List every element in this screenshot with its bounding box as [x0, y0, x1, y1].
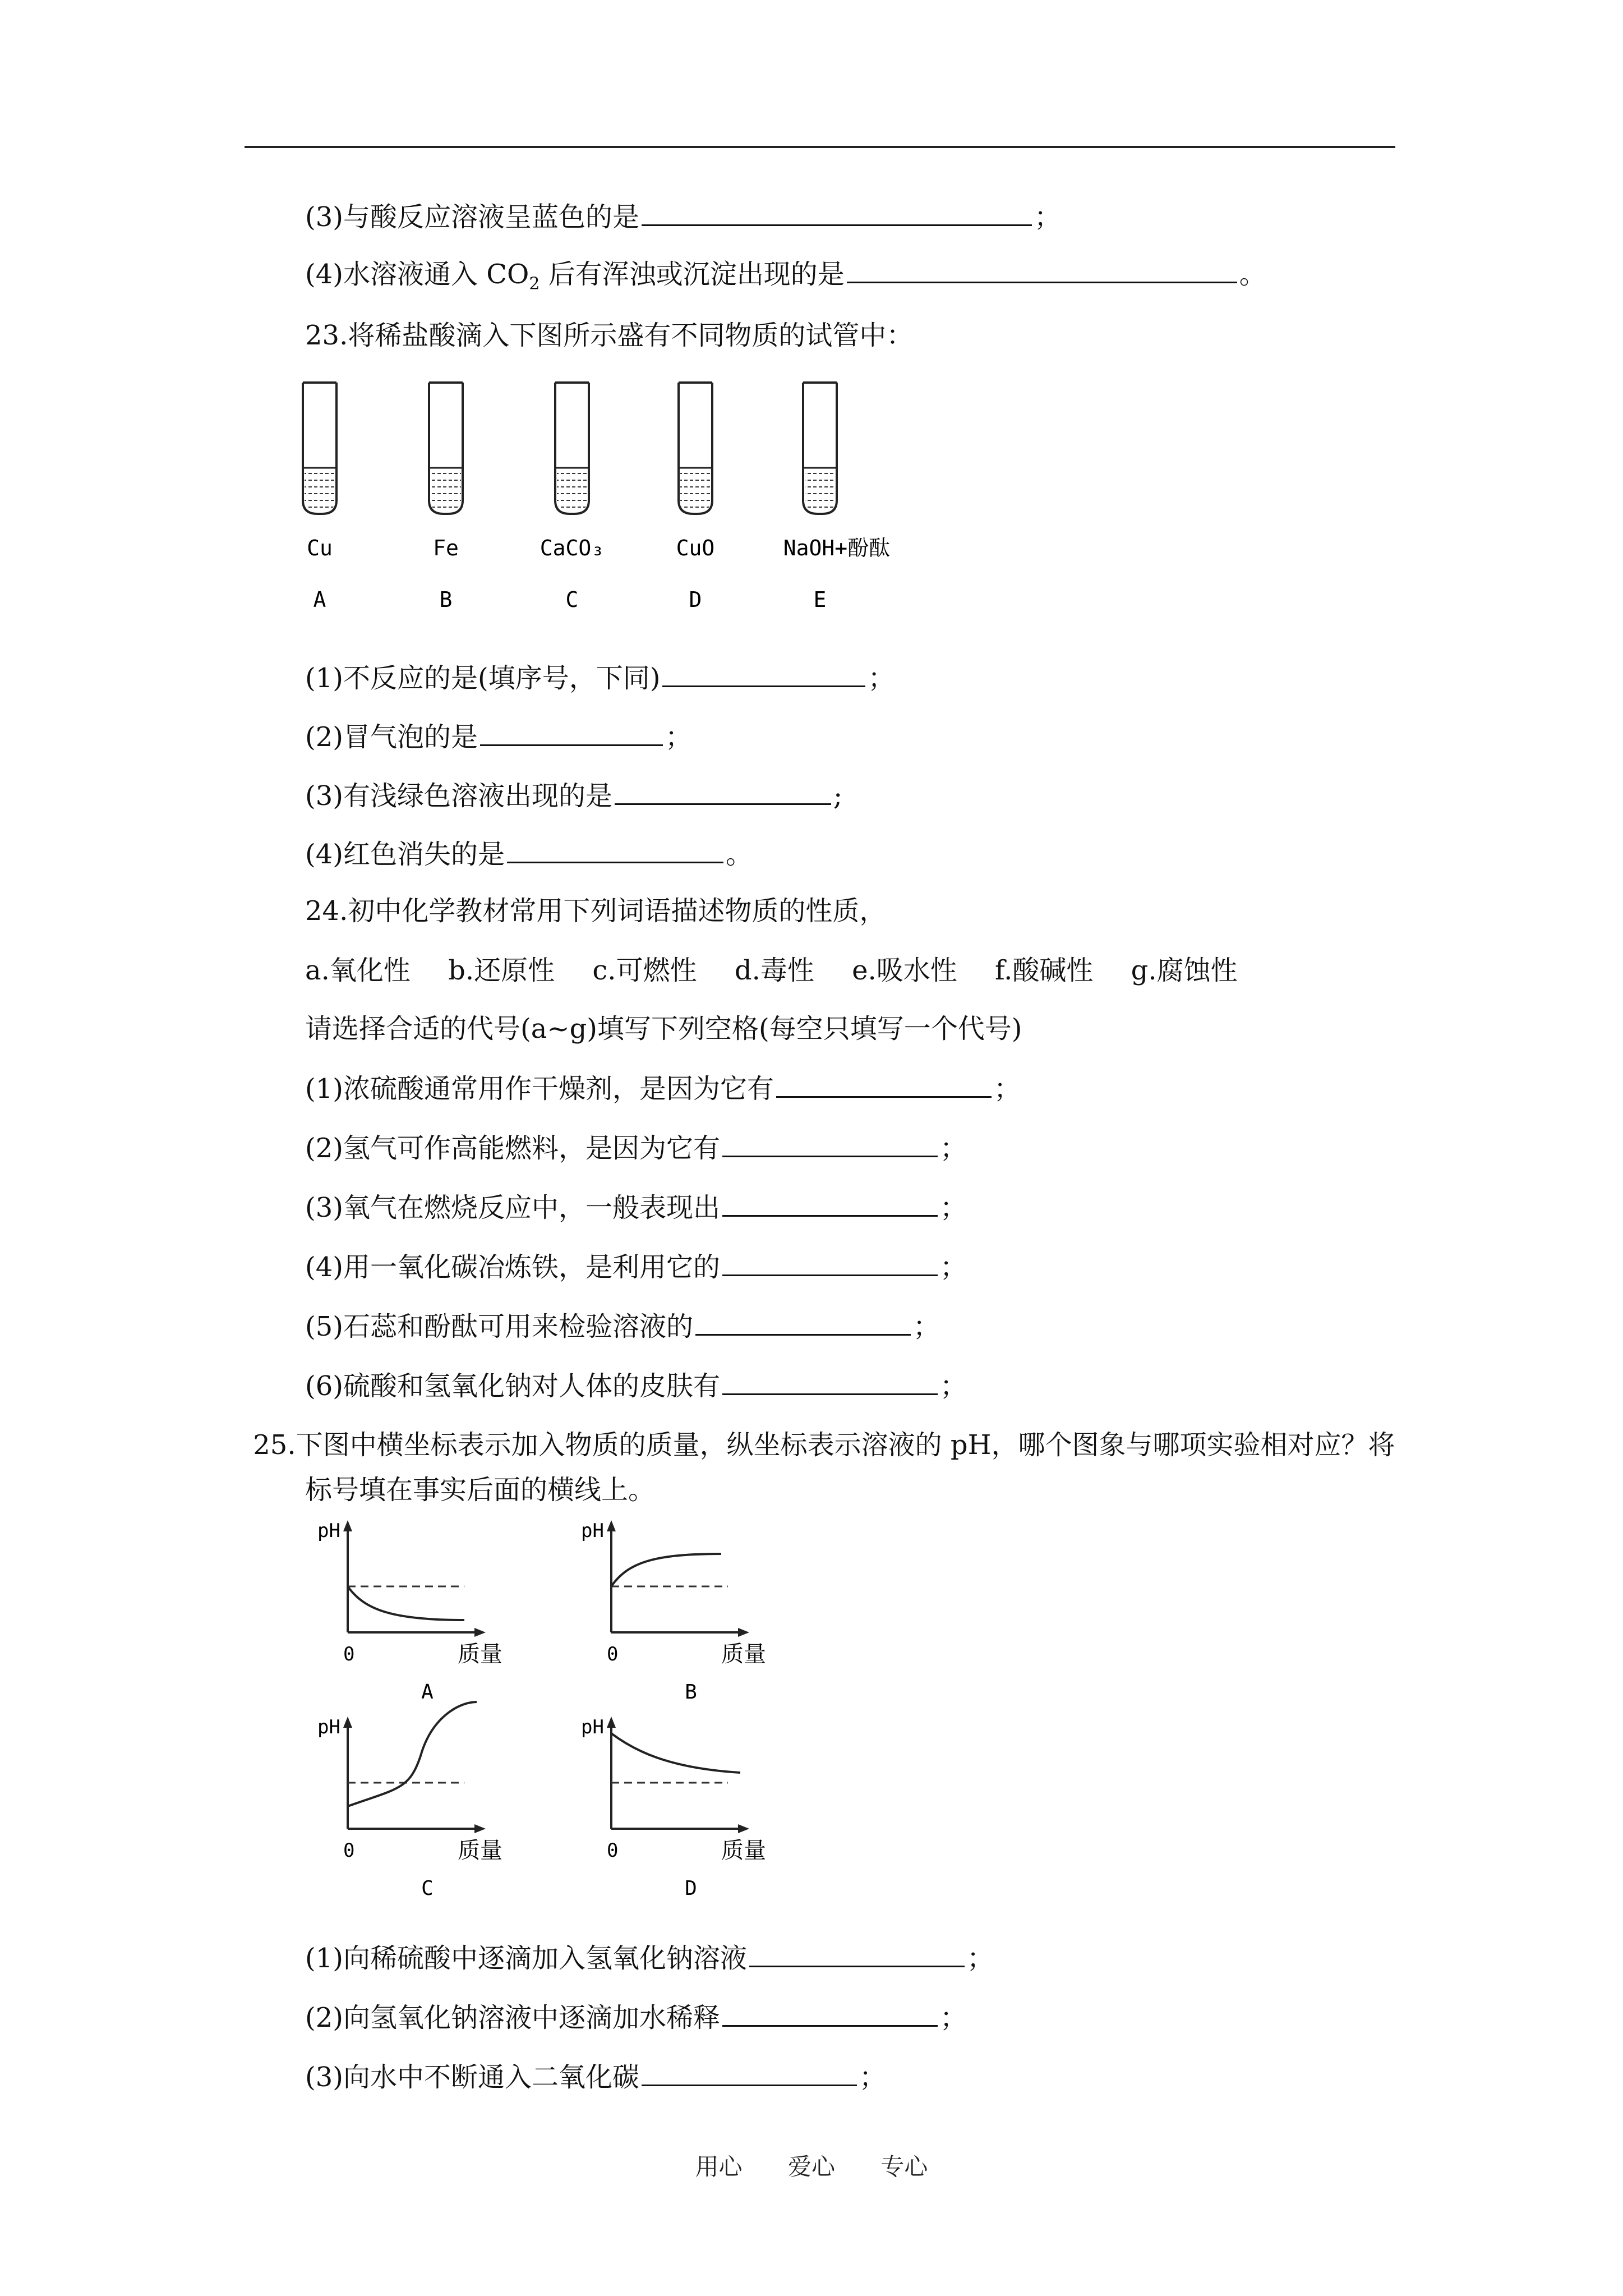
- q23-item-4: (4)红色消失的是 。: [305, 837, 753, 871]
- graph-letter: A: [421, 1681, 434, 1704]
- option-a: a.氧化性: [305, 955, 411, 986]
- origin-label: 0: [607, 1839, 619, 1862]
- q22-item-3: (3)与酸反应溶液呈蓝色的是 ；: [305, 200, 1061, 234]
- footer-word: 用心: [695, 2153, 743, 2180]
- test-tube-b: [429, 383, 463, 612]
- q24-item-6: (6)硫酸和氢氧化钠对人体的皮肤有 ；: [305, 1369, 967, 1403]
- answer-blank[interactable]: [642, 200, 1032, 226]
- q23-stem: 23.将稀盐酸滴入下图所示盛有不同物质的试管中：: [305, 320, 914, 351]
- q25-item-1: (1)向稀硫酸中逐滴加入氢氧化钠溶液 ；: [305, 1941, 994, 1975]
- answer-blank[interactable]: [847, 257, 1237, 283]
- option-f: f.酸碱性: [995, 955, 1094, 986]
- tube-substance-label: CaCO₃: [540, 536, 605, 560]
- answer-blank[interactable]: [480, 720, 663, 746]
- x-axis-label: 质量: [458, 1641, 502, 1667]
- q24-item-3: (3)氧气在燃烧反应中，一般表现出 ；: [305, 1190, 967, 1225]
- test-tube-e: [783, 383, 890, 612]
- q23-item-2: (2)冒气泡的是 ；: [305, 720, 692, 754]
- y-axis-label: pH: [581, 1716, 604, 1738]
- tube-letter-label: B: [439, 587, 453, 612]
- tube-substance-label: NaOH+酚酞: [783, 536, 891, 560]
- test-tube-d: [676, 383, 715, 612]
- tube-letter-label: C: [565, 587, 579, 612]
- ph-curve: [611, 1733, 740, 1773]
- ph-graphs-figure: [292, 1515, 830, 1907]
- x-axis-label: 质量: [721, 1838, 766, 1864]
- test-tube-c: [540, 383, 604, 612]
- ph-graph-c: [317, 1702, 502, 1900]
- q24-item-5: (5)石蕊和酚酞可用来检验溶液的 ；: [305, 1309, 940, 1343]
- q23-item-3: (3)有浅绿色溶液出现的是 ;: [305, 779, 842, 813]
- x-axis-label: 质量: [721, 1641, 766, 1667]
- header-rule: [245, 146, 1395, 148]
- test-tubes-figure: [292, 376, 965, 634]
- option-g: g.腐蚀性: [1131, 955, 1238, 986]
- ph-graph-d: [581, 1716, 766, 1900]
- answer-blank[interactable]: [722, 2000, 938, 2027]
- ph-graph-a: [317, 1520, 502, 1704]
- tube-substance-label: Fe: [433, 536, 459, 560]
- origin-label: 0: [607, 1643, 619, 1665]
- q24-item-4: (4)用一氧化碳冶炼铁，是利用它的 ；: [305, 1250, 967, 1284]
- tube-substance-label: Cu: [307, 536, 333, 560]
- tube-letter-label: E: [813, 587, 827, 612]
- graph-letter: C: [421, 1877, 434, 1900]
- q24-stem: 24.初中化学教材常用下列词语描述物质的性质，: [305, 895, 887, 927]
- q22-item-4: (4)水溶液通入 $CO_2$ 后有浑浊或沉淀出现的是 。: [305, 257, 1266, 301]
- q24-options: [305, 954, 1267, 987]
- q25-stem: 25.下图中横坐标表示加入物质的质量，纵坐标表示溶液的 pH，哪个图象与哪项实验相对应？将标号填在事实后面的横线上。: [253, 1429, 1395, 1506]
- footer-word: 专心: [880, 2153, 928, 2180]
- page-footer: [0, 2148, 1623, 2182]
- option-d: d.毒性: [734, 955, 814, 986]
- graph-letter: B: [685, 1681, 697, 1704]
- answer-blank[interactable]: [749, 1941, 965, 1967]
- footer-word: 爱心: [787, 2153, 835, 2180]
- answer-blank[interactable]: [695, 1309, 911, 1336]
- tube-substance-label: CuO: [676, 536, 715, 560]
- q25-item-2: (2)向氢氧化钠溶液中逐滴加水稀释 ；: [305, 2000, 967, 2035]
- test-tube-a: [303, 383, 336, 612]
- q24-instruction: 请选择合适的代号(a~g)填写下列空格(每空只填写一个代号): [305, 1013, 1022, 1045]
- option-b: b.还原性: [448, 955, 555, 986]
- y-axis-label: pH: [317, 1716, 340, 1738]
- ph-curve: [348, 1586, 464, 1620]
- answer-blank[interactable]: [722, 1131, 938, 1157]
- answer-blank[interactable]: [507, 837, 723, 863]
- q24-item-1: (1)浓硫酸通常用作干燥剂，是因为它有 ；: [305, 1071, 1021, 1106]
- x-axis-label: 质量: [458, 1838, 502, 1864]
- graph-letter: D: [685, 1877, 697, 1900]
- ph-graph-b: [581, 1520, 766, 1704]
- answer-blank[interactable]: [722, 1369, 938, 1395]
- answer-blank[interactable]: [615, 779, 831, 805]
- ph-curve: [348, 1702, 477, 1806]
- y-axis-label: pH: [581, 1520, 604, 1542]
- origin-label: 0: [343, 1839, 355, 1862]
- answer-blank[interactable]: [662, 661, 865, 687]
- q23-item-1: (1)不反应的是(填序号，下同) ；: [305, 661, 895, 695]
- answer-blank[interactable]: [722, 1250, 938, 1276]
- answer-blank[interactable]: [642, 2060, 857, 2086]
- tube-letter-label: A: [313, 587, 326, 612]
- q25-item-3: (3)向水中不断通入二氧化碳 ；: [305, 2060, 886, 2094]
- option-e: e.吸水性: [852, 955, 957, 986]
- q24-item-2: (2)氢气可作高能燃料，是因为它有 ；: [305, 1131, 967, 1165]
- answer-blank[interactable]: [776, 1071, 992, 1098]
- y-axis-label: pH: [317, 1520, 340, 1542]
- ph-curve: [611, 1554, 721, 1586]
- tube-letter-label: D: [689, 587, 702, 612]
- origin-label: 0: [343, 1643, 355, 1665]
- answer-blank[interactable]: [722, 1190, 938, 1217]
- option-c: c.可燃性: [592, 955, 697, 986]
